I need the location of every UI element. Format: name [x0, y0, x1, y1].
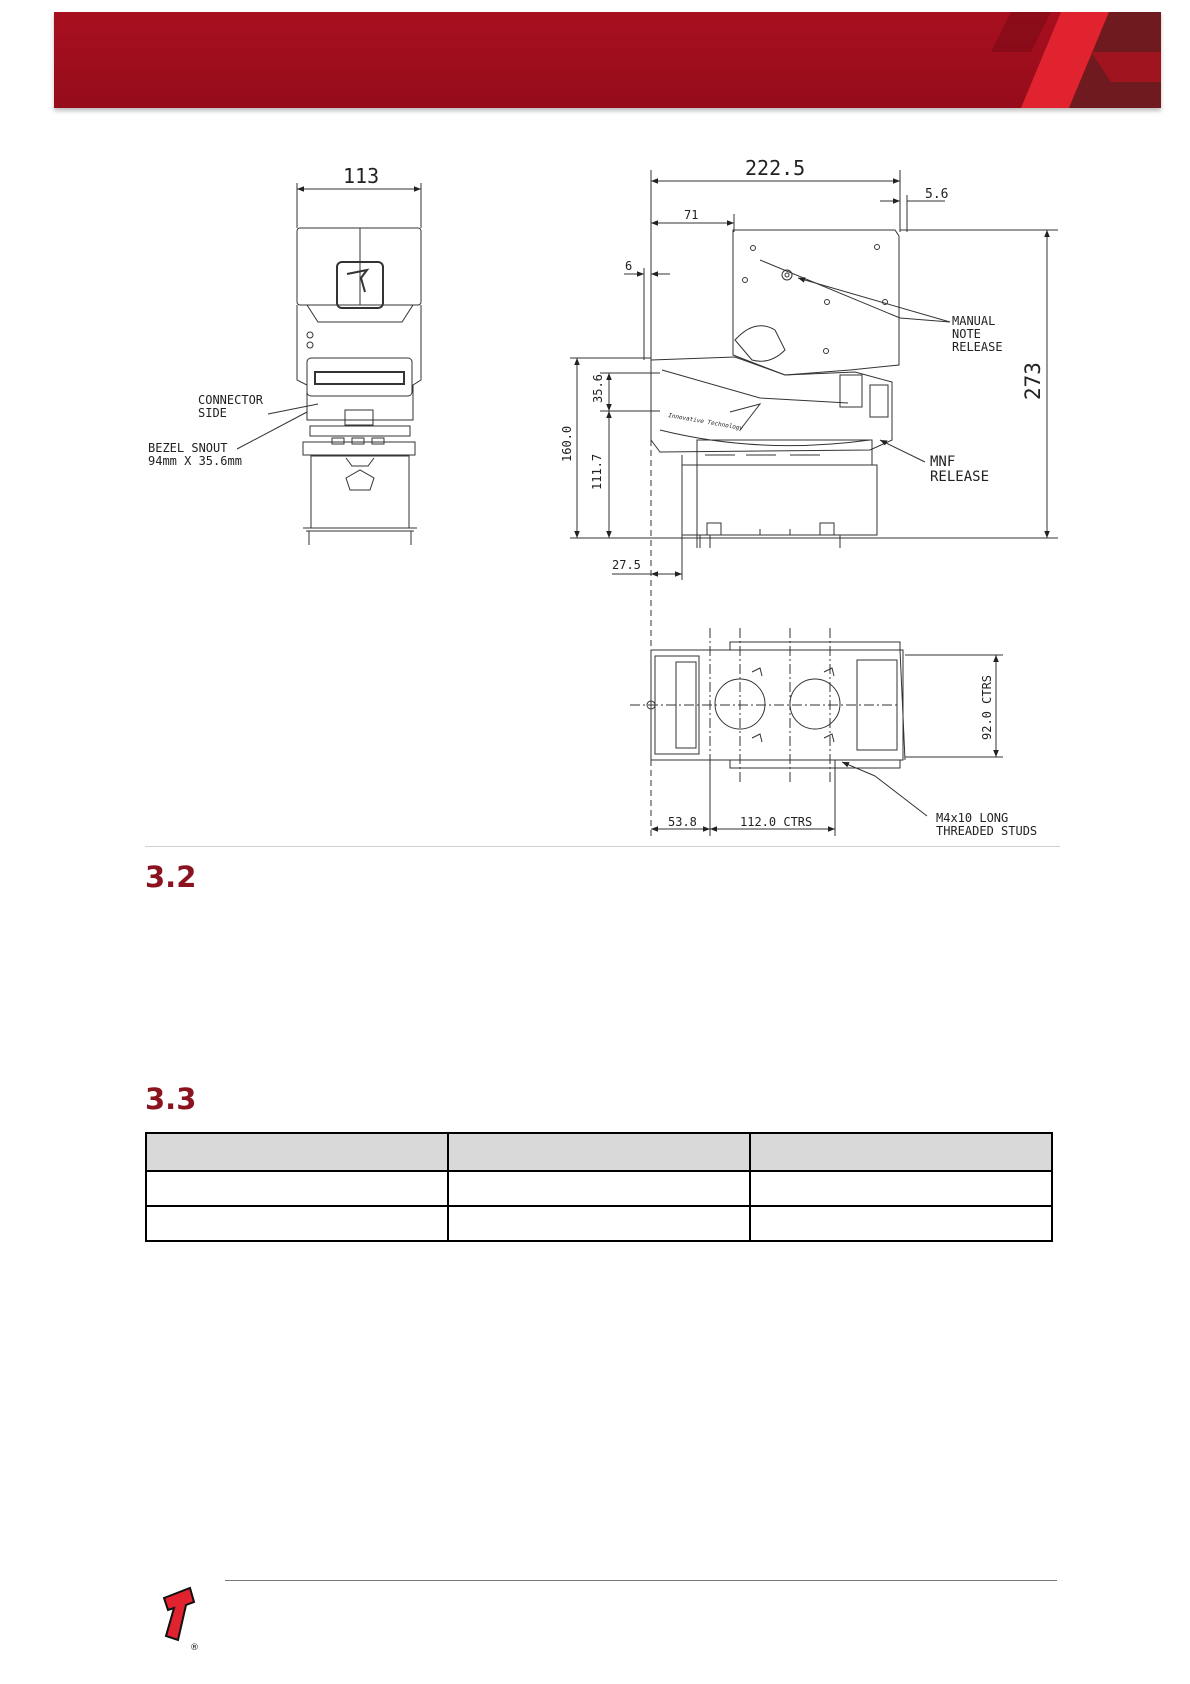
dim-6: 6	[625, 259, 633, 273]
label-studs-2: THREADED STUDS	[936, 824, 1038, 838]
table-cell	[750, 1206, 1052, 1241]
figure-divider	[145, 846, 1060, 847]
bottom-view	[630, 628, 1003, 836]
label-connector-2: SIDE	[198, 406, 227, 420]
label-manual-2: NOTE	[952, 327, 981, 341]
table-header-row	[146, 1133, 1052, 1171]
dim-71: 71	[684, 208, 699, 222]
table-cell	[146, 1171, 448, 1206]
section-heading-3-3: 3.3	[145, 1082, 197, 1116]
svg-text:®: ®	[190, 1643, 199, 1653]
label-mnf-1: MNF	[930, 454, 956, 470]
label-connector-1: CONNECTOR	[198, 393, 264, 407]
dim-5-6: 5.6	[925, 187, 949, 202]
table-header-cell	[750, 1133, 1052, 1171]
company-logo-icon	[150, 1580, 220, 1655]
section-heading-3-2: 3.2	[145, 860, 197, 894]
dim-35-6: 35.6	[591, 374, 605, 403]
spec-table	[145, 1132, 1053, 1242]
body-brand-text: Innovative Technology	[667, 412, 744, 433]
table-cell	[750, 1171, 1052, 1206]
table-header-cell	[448, 1133, 750, 1171]
dim-222-5: 222.5	[745, 156, 806, 180]
footer-divider	[225, 1580, 1057, 1581]
dim-53-8: 53.8	[668, 815, 697, 829]
label-bezel-2: 94mm X 35.6mm	[148, 454, 242, 468]
table-row	[146, 1206, 1052, 1241]
dim-27-5: 27.5	[612, 558, 641, 572]
dim-111-7: 111.7	[590, 453, 604, 490]
table-cell	[448, 1171, 750, 1206]
table-row	[146, 1171, 1052, 1206]
dim-160: 160.0	[560, 425, 574, 462]
dim-273: 273	[1021, 362, 1045, 400]
label-mnf-2: RELEASE	[930, 469, 990, 485]
label-studs-1: M4x10 LONG	[936, 811, 1009, 825]
label-manual-3: RELEASE	[952, 340, 1003, 354]
front-view	[237, 183, 421, 545]
dim-113: 113	[343, 164, 380, 188]
label-bezel-1: BEZEL SNOUT	[148, 441, 228, 455]
dim-92-ctrs: 92.0 CTRS	[980, 674, 994, 740]
dim-112-ctrs: 112.0 CTRS	[740, 815, 813, 829]
table-cell	[448, 1206, 750, 1241]
table-header-cell	[146, 1133, 448, 1171]
label-manual-1: MANUAL	[952, 314, 996, 328]
table-cell	[146, 1206, 448, 1241]
